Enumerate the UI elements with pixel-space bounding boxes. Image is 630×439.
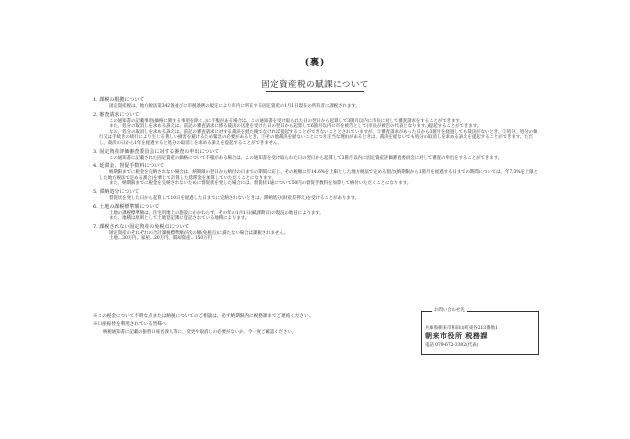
back-side-heading: (裏) [304, 58, 326, 68]
section-heading: 7. 課税されない固定資産の免税点について [93, 223, 190, 230]
section-6 [93, 204, 540, 222]
section-heading: 5. 滞納処分について [93, 188, 140, 195]
contact-phone: 電話 079-672-3302(代表) [425, 343, 479, 348]
section-paragraph: 固定資産税は、地方税法第342条並びに市税条例の規定により市内に所在する固定資産の1月1日現在の所有者に課税されます。 [109, 104, 360, 109]
section-1 [93, 97, 540, 110]
section-4 [93, 163, 540, 187]
section-3 [93, 149, 540, 162]
contact-organization: 朝来市役所 税務課 [425, 331, 488, 340]
section-paragraph: この通知書の記載事項(価格に関する事項を除く。)に不服がある場合は、この通知書を受け取られた日の翌日から起算して3箇月以内に市長に対して審査請求をすることができます。 [109, 118, 464, 124]
section-heading: 6. 土地の課税標準額について [93, 203, 160, 210]
note-autopay-wrap [93, 330, 413, 336]
section-paragraph: この通知書に記載された固定資産の価格について不服がある場合は、この通知書を受け取られた日の翌日から起算して3箇月以内に固定資産評価審査委員会に対して審査の申出をすることができます。 [109, 155, 503, 161]
section-paragraph: 土地の課税標準額は、住宅用地上の施設にかかわらず、その年の1月1日(賦課期日)の現況の地目によります。 [109, 210, 324, 216]
section-2 [93, 112, 540, 147]
section-paragraph: 督促状を発した日から起算して10日を経過した日までに完納されないときは、滞納処分(財産差押え)を受けることがあります。 [109, 195, 360, 201]
contact-box [421, 308, 539, 355]
section-heading: 3. 固定資産評価審査委員会に対する審査の申出について [93, 148, 220, 155]
document-body [93, 95, 540, 242]
title-underline [266, 91, 364, 92]
section-heading: 4. 延滞金、督促手数料について [93, 163, 165, 170]
document-title: 固定資産税の賦課について [261, 80, 369, 90]
contact-label: お問い合わせ先 [434, 308, 465, 313]
section-paragraph: また、地積は原則として土地登記簿に登記されている地積によります。 [109, 216, 250, 222]
section-paragraph: また、納期限までに税金を完納されないために督促状を発した場合には、督促状1通について50円の督促手数料を加算して納付いただくことになります。 [109, 181, 412, 187]
section-5 [93, 189, 540, 202]
note-autopay-heading: ※口座振替を利用されている皆様へ [93, 322, 167, 327]
note-autopay-text: 納税通知書に記載の振替口座名義人等に、変更や取消しの必要がないか、今一度ご確認ください。 [103, 330, 297, 335]
section-paragraph: 納期限までに税金を完納されない場合は、納期限の翌日から納付の日までの期間に応じ、その税額に年14.6%を上限とした地方税法で定める割合(納期限から1箇月を経過する日までの期間については、年7.3%を上限とした地方税法で定める割合)を乗じて計算した延滞金を加算していただくことになります。 [99, 170, 539, 181]
section-7 [93, 224, 540, 242]
section-paragraph: なお、処分の取消しを求める訴えは、前記の審査請求に対する裁決を経た後でなければ提起することができないこととされていますが、①審査請求があった日から3箇月を経過しても裁決がないとき、②処分、処分の執行又は手続きの続行により生じる著しい損害を避けるため緊急の必要があるとき、③その他裁決を経ないことにつき正当な理由があるときは、裁決を経ないでも処分の取消しを求める訴えを提起することができます。ただし、裁決の日から1年を経過すると処分の取消しを求める訴えを提起することができません。 [99, 129, 538, 146]
section-heading: 2. 審査請求について [93, 111, 140, 118]
section-paragraph: また、処分の取消しを求める訴えは、前記の審査請求に係る裁決の送達を受けた日の翌日から起算して6箇月以内に市を被告として(市長が被告の代表となります。)提起することができます。 [109, 124, 482, 130]
section-heading: 1. 課税の根拠について [93, 97, 145, 103]
contact-address: 兵庫県朝来市和田山町東谷213番地1 [425, 326, 498, 331]
section-paragraph: 固定資産のそれぞれの合計課税標準額が次の額(免税点)に満たない場合は課税されません。 [109, 230, 289, 236]
section-paragraph: 土地…30万円、家屋…20万円、償却資産…150万円 [109, 236, 212, 242]
note-inquiry: ※この税金について不明な点または納税についてのご相談は、必ず納期限内に税務課までご連絡ください。 [93, 314, 314, 319]
